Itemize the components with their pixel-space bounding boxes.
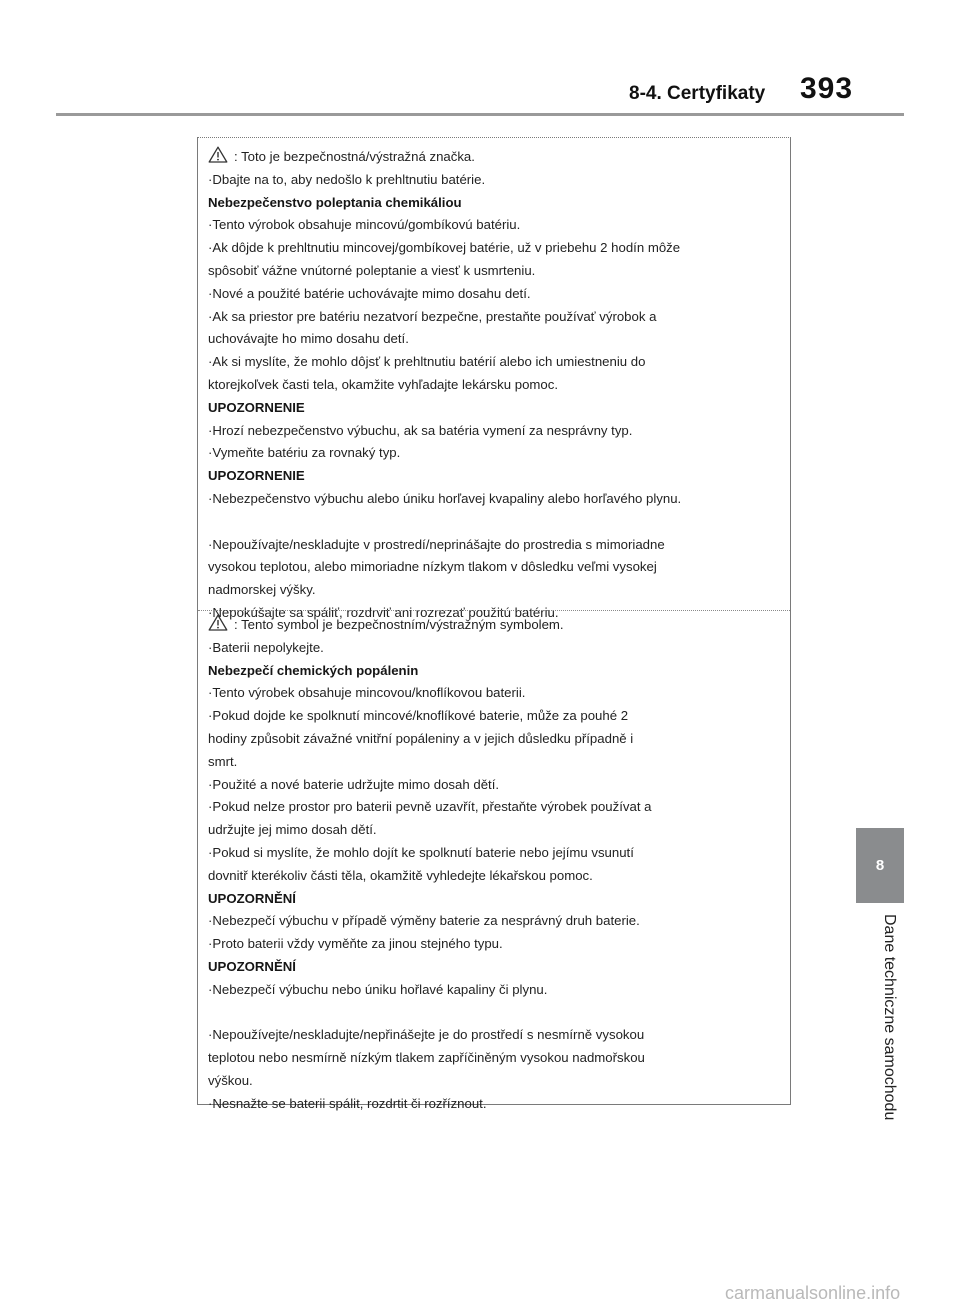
certificate-line <box>208 488 782 511</box>
certificate-line-text: UPOZORNĚNÍ <box>208 890 296 906</box>
certificate-line <box>208 1002 782 1025</box>
certificate-line-text: : Tento symbol je bezpečnostním/výstražným symbolem. <box>234 617 564 632</box>
certificate-line <box>208 979 782 1002</box>
certificate-line <box>208 842 782 865</box>
certificate-line-text: ·Tento výrobok obsahuje mincovú/gombíkovú batériu. <box>208 217 521 233</box>
certificate-line-text: ·Tento výrobek obsahuje mincovou/knoflíkovou baterii. <box>208 685 526 701</box>
certificate-line <box>208 614 782 637</box>
certificate-line <box>208 910 782 933</box>
certificate-line <box>208 146 782 169</box>
section-title: 8-4. Certyfikaty <box>629 83 766 104</box>
certificate-line-text: ·Nesnažte se baterii spálit, rozdrtit či rozříznout. <box>208 1095 487 1111</box>
certificate-line-text: vysokou teplotou, alebo mimoriadne nízkym tlakom v dôsledku veľmi vysokej <box>208 559 657 575</box>
certificate-line <box>208 819 782 842</box>
certificate-line-text: ·Nebezpečí výbuchu v případě výměny baterie za nesprávný druh baterie. <box>208 913 640 929</box>
chapter-label: Dane techniczne samochodu <box>881 914 898 1121</box>
certificate-line <box>208 397 782 420</box>
certificate-line <box>208 306 782 329</box>
certificate-line-text: výškou. <box>208 1072 253 1088</box>
certificate-line <box>208 351 782 374</box>
certificate-line-text: ·Nové a použité batérie uchovávajte mimo dosahu detí. <box>208 285 531 301</box>
certificate-line-text: ktorejkoľvek časti tela, okamžite vyhľadajte lekársku pomoc. <box>208 376 558 392</box>
certificate-line <box>208 682 782 705</box>
certificate-line-text: UPOZORNENIE <box>208 399 305 415</box>
certificate-line <box>208 420 782 443</box>
certificate-line-text: teplotou nebo nesmírně nízkým tlakem zapříčiněným vysokou nadmořskou <box>208 1050 645 1066</box>
certificate-line-text: : Toto je bezpečnostná/výstražná značka. <box>234 149 475 164</box>
certificate-line-text: udržujte jej mimo dosah dětí. <box>208 822 377 838</box>
page-number: 393 <box>800 72 854 105</box>
certificate-line-text: Nebezpečí chemických popálenin <box>208 662 419 678</box>
certificate-line-text: nadmorskej výšky. <box>208 582 316 598</box>
certificate-line-text: ·Pokud si myslíte, že mohlo dojít ke spolknutí baterie nebo jejímu vsunutí <box>208 844 634 860</box>
certificate-line-text: ·Hrozí nebezpečenstvo výbuchu, ak sa batéria vymení za nesprávny typ. <box>208 422 633 438</box>
certificate-line <box>208 865 782 888</box>
certificate-line <box>208 214 782 237</box>
certificate-line-text: ·Pokud dojde ke spolknutí mincové/knoflíkové baterie, může za pouhé 2 <box>208 708 629 724</box>
certificate-line-text: spôsobiť vážne vnútorné poleptanie a viesť k usmrteniu. <box>208 262 536 278</box>
certificate-line-text: UPOZORNĚNÍ <box>208 958 296 974</box>
certificate-line-text: ·Ak dôjde k prehltnutiu mincovej/gombíkovej batérie, už v priebehu 2 hodín môže <box>208 240 681 256</box>
certificate-line <box>208 534 782 557</box>
certificate-line-text: ·Vymeňte batériu za rovnaký typ. <box>208 445 401 461</box>
slovak-warning-block <box>208 146 782 625</box>
certificate-line <box>208 660 782 683</box>
certificate-line-text: ·Proto baterii vždy vyměňte za jinou stejného typu. <box>208 936 503 952</box>
certificate-line <box>208 1024 782 1047</box>
certificate-line <box>208 237 782 260</box>
certificate-line-text: smrt. <box>208 753 238 769</box>
certificate-line-text: ·Baterii nepolykejte. <box>208 639 324 655</box>
certificate-line <box>208 796 782 819</box>
certificate-line-text: ·Dbajte na to, aby nedošlo k prehltnutiu batérie. <box>208 171 486 187</box>
certificate-box <box>197 137 791 1111</box>
certificate-line-text: dovnitř kterékoliv části těla, okamžitě vyhledejte lékařskou pomoc. <box>208 867 593 883</box>
certificate-line <box>208 637 782 660</box>
certificate-line <box>208 442 782 465</box>
header-rule <box>56 113 904 116</box>
certificate-line <box>208 579 782 602</box>
certificate-line-text: hodiny způsobit závažné vnitřní popáleniny a v jejich důsledku případně i <box>208 730 634 746</box>
certificate-line <box>208 933 782 956</box>
certificate-line-text: ·Ak sa priestor pre batériu nezatvorí bezpečne, prestaňte používať výrobok a <box>208 308 657 324</box>
language-divider <box>198 610 790 611</box>
certificate-line <box>208 751 782 774</box>
certificate-line <box>208 260 782 283</box>
certificate-line-text: ·Nebezpečenstvo výbuchu alebo úniku horľavej kvapaliny alebo horľavého plynu. <box>208 490 682 506</box>
watermark: carmanualsonline.info <box>725 1283 901 1303</box>
certificate-line <box>208 1070 782 1093</box>
certificate-line-text: ·Nepoužívejte/neskladujte/nepřinášejte je do prostředí s nesmírně vysokou <box>208 1027 645 1043</box>
certificate-line <box>208 728 782 751</box>
certificate-line <box>208 283 782 306</box>
certificate-line-text: ·Nepokúšajte sa spáliť, rozdrviť ani rozrezať použitú batériu. <box>208 604 559 620</box>
certificate-line-text: ·Ak si myslíte, že mohlo dôjsť k prehltnutiu batérií alebo ich umiestneniu do <box>208 354 646 370</box>
certificate-line <box>208 511 782 534</box>
certificate-line <box>208 465 782 488</box>
warning-triangle-icon <box>208 146 228 163</box>
certificate-line-text: ·Nebezpečí výbuchu nebo úniku hořlavé kapaliny či plynu. <box>208 981 548 997</box>
certificate-line <box>208 956 782 979</box>
czech-warning-block <box>208 614 782 1116</box>
warning-triangle-icon <box>208 614 228 631</box>
certificate-line <box>208 705 782 728</box>
chapter-tab[interactable]: 8 <box>856 828 904 903</box>
certificate-line <box>208 192 782 215</box>
certificate-line <box>208 774 782 797</box>
certificate-line-text: Nebezpečenstvo poleptania chemikáliou <box>208 194 462 210</box>
certificate-line <box>208 1047 782 1070</box>
certificate-line <box>208 328 782 351</box>
certificate-line-text: ·Nepoužívajte/neskladujte v prostredí/neprinášajte do prostredia s mimoriadne <box>208 536 665 552</box>
certificate-line <box>208 1093 782 1116</box>
certificate-line-text: ·Pokud nelze prostor pro baterii pevně uzavřít, přestaňte výrobek používat a <box>208 799 652 815</box>
certificate-line-text: uchovávajte ho mimo dosahu detí. <box>208 331 409 347</box>
certificate-line <box>208 169 782 192</box>
certificate-line <box>208 556 782 579</box>
certificate-line-text: UPOZORNENIE <box>208 468 305 484</box>
certificate-line-text: ·Použité a nové baterie udržujte mimo dosah dětí. <box>208 776 500 792</box>
certificate-line <box>208 888 782 911</box>
certificate-line <box>208 374 782 397</box>
